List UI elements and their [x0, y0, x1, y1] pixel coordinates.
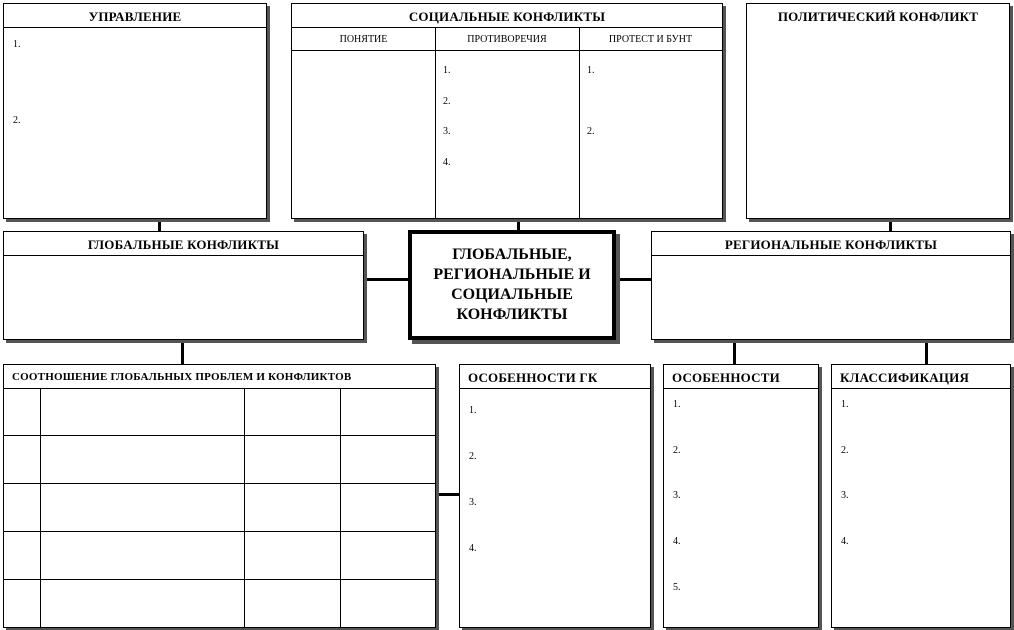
contradiction-item-2: 2. [443, 96, 451, 107]
gk-features-box [459, 364, 651, 628]
contradiction-item-3: 3. [443, 126, 451, 137]
classification-box [831, 364, 1011, 628]
gk-features-title: ОСОБЕННОСТИ ГК [460, 365, 650, 389]
management-item-1: 1. [13, 39, 21, 50]
classification-item-2: 2. [841, 445, 849, 456]
classification-item-1: 1. [841, 399, 849, 410]
table-row-divider-4 [4, 579, 435, 580]
connector-global-correlation [181, 340, 184, 364]
table-col-divider-1 [40, 388, 41, 627]
regional-conflicts-title: РЕГИОНАЛЬНЫЕ КОНФЛИКТЫ [652, 232, 1010, 256]
management-box [3, 3, 267, 219]
table-col-divider-2 [244, 388, 245, 627]
table-col-divider-3 [340, 388, 341, 627]
features-title: ОСОБЕННОСТИ [664, 365, 818, 389]
gk-feature-item-4: 4. [469, 543, 477, 554]
management-item-2: 2. [13, 115, 21, 126]
protest-item-1: 1. [587, 65, 595, 76]
feature-item-3: 3. [673, 490, 681, 501]
connector-correlation-gk [435, 493, 459, 496]
connector-political [889, 219, 892, 231]
gk-feature-item-1: 1. [469, 405, 477, 416]
table-row-divider-3 [4, 531, 435, 532]
feature-item-4: 4. [673, 536, 681, 547]
correlation-table-box [3, 364, 436, 628]
connector-regional-classification [925, 340, 928, 364]
social-subheader-divider [292, 50, 722, 51]
table-row-divider-1 [4, 435, 435, 436]
social-col-contradictions: ПРОТИВОРЕЧИЯ [467, 34, 547, 45]
classification-item-3: 3. [841, 490, 849, 501]
feature-item-5: 5. [673, 582, 681, 593]
political-conflict-box [746, 3, 1010, 219]
features-box [663, 364, 819, 628]
social-col-divider-2 [579, 27, 580, 218]
global-conflicts-title: ГЛОБАЛЬНЫЕ КОНФЛИКТЫ [4, 232, 363, 256]
gk-feature-item-2: 2. [469, 451, 477, 462]
social-conflicts-box [291, 3, 723, 219]
social-col-protest: ПРОТЕСТ И БУНТ [608, 34, 693, 45]
feature-item-2: 2. [673, 445, 681, 456]
connector-management [158, 219, 161, 231]
connector-global-center [364, 278, 408, 281]
contradiction-item-4: 4. [443, 157, 451, 168]
connector-center-regional [616, 278, 652, 281]
central-topic-title: ГЛОБАЛЬНЫЕ, РЕГИОНАЛЬНЫЕ И СОЦИАЛЬНЫЕ КОНФЛИКТЫ [433, 246, 591, 323]
gk-feature-item-3: 3. [469, 497, 477, 508]
connector-regional-features [733, 340, 736, 364]
classification-item-4: 4. [841, 536, 849, 547]
social-col-concept: ПОНЯТИЕ [339, 34, 388, 45]
social-col-divider-1 [435, 27, 436, 218]
table-row-divider-2 [4, 483, 435, 484]
social-conflicts-title: СОЦИАЛЬНЫЕ КОНФЛИКТЫ [292, 4, 722, 28]
regional-conflicts-box [651, 231, 1011, 340]
contradiction-item-1: 1. [443, 65, 451, 76]
feature-item-1: 1. [673, 399, 681, 410]
central-topic-box [408, 230, 616, 340]
management-title: УПРАВЛЕНИЕ [4, 4, 266, 28]
global-conflicts-box [3, 231, 364, 340]
political-conflict-title: ПОЛИТИЧЕСКИЙ КОНФЛИКТ [777, 9, 979, 24]
protest-item-2: 2. [587, 126, 595, 137]
classification-title: КЛАССИФИКАЦИЯ [832, 365, 1010, 389]
correlation-title: СООТНОШЕНИЕ ГЛОБАЛЬНЫХ ПРОБЛЕМ И КОНФЛИКТОВ [4, 365, 435, 389]
